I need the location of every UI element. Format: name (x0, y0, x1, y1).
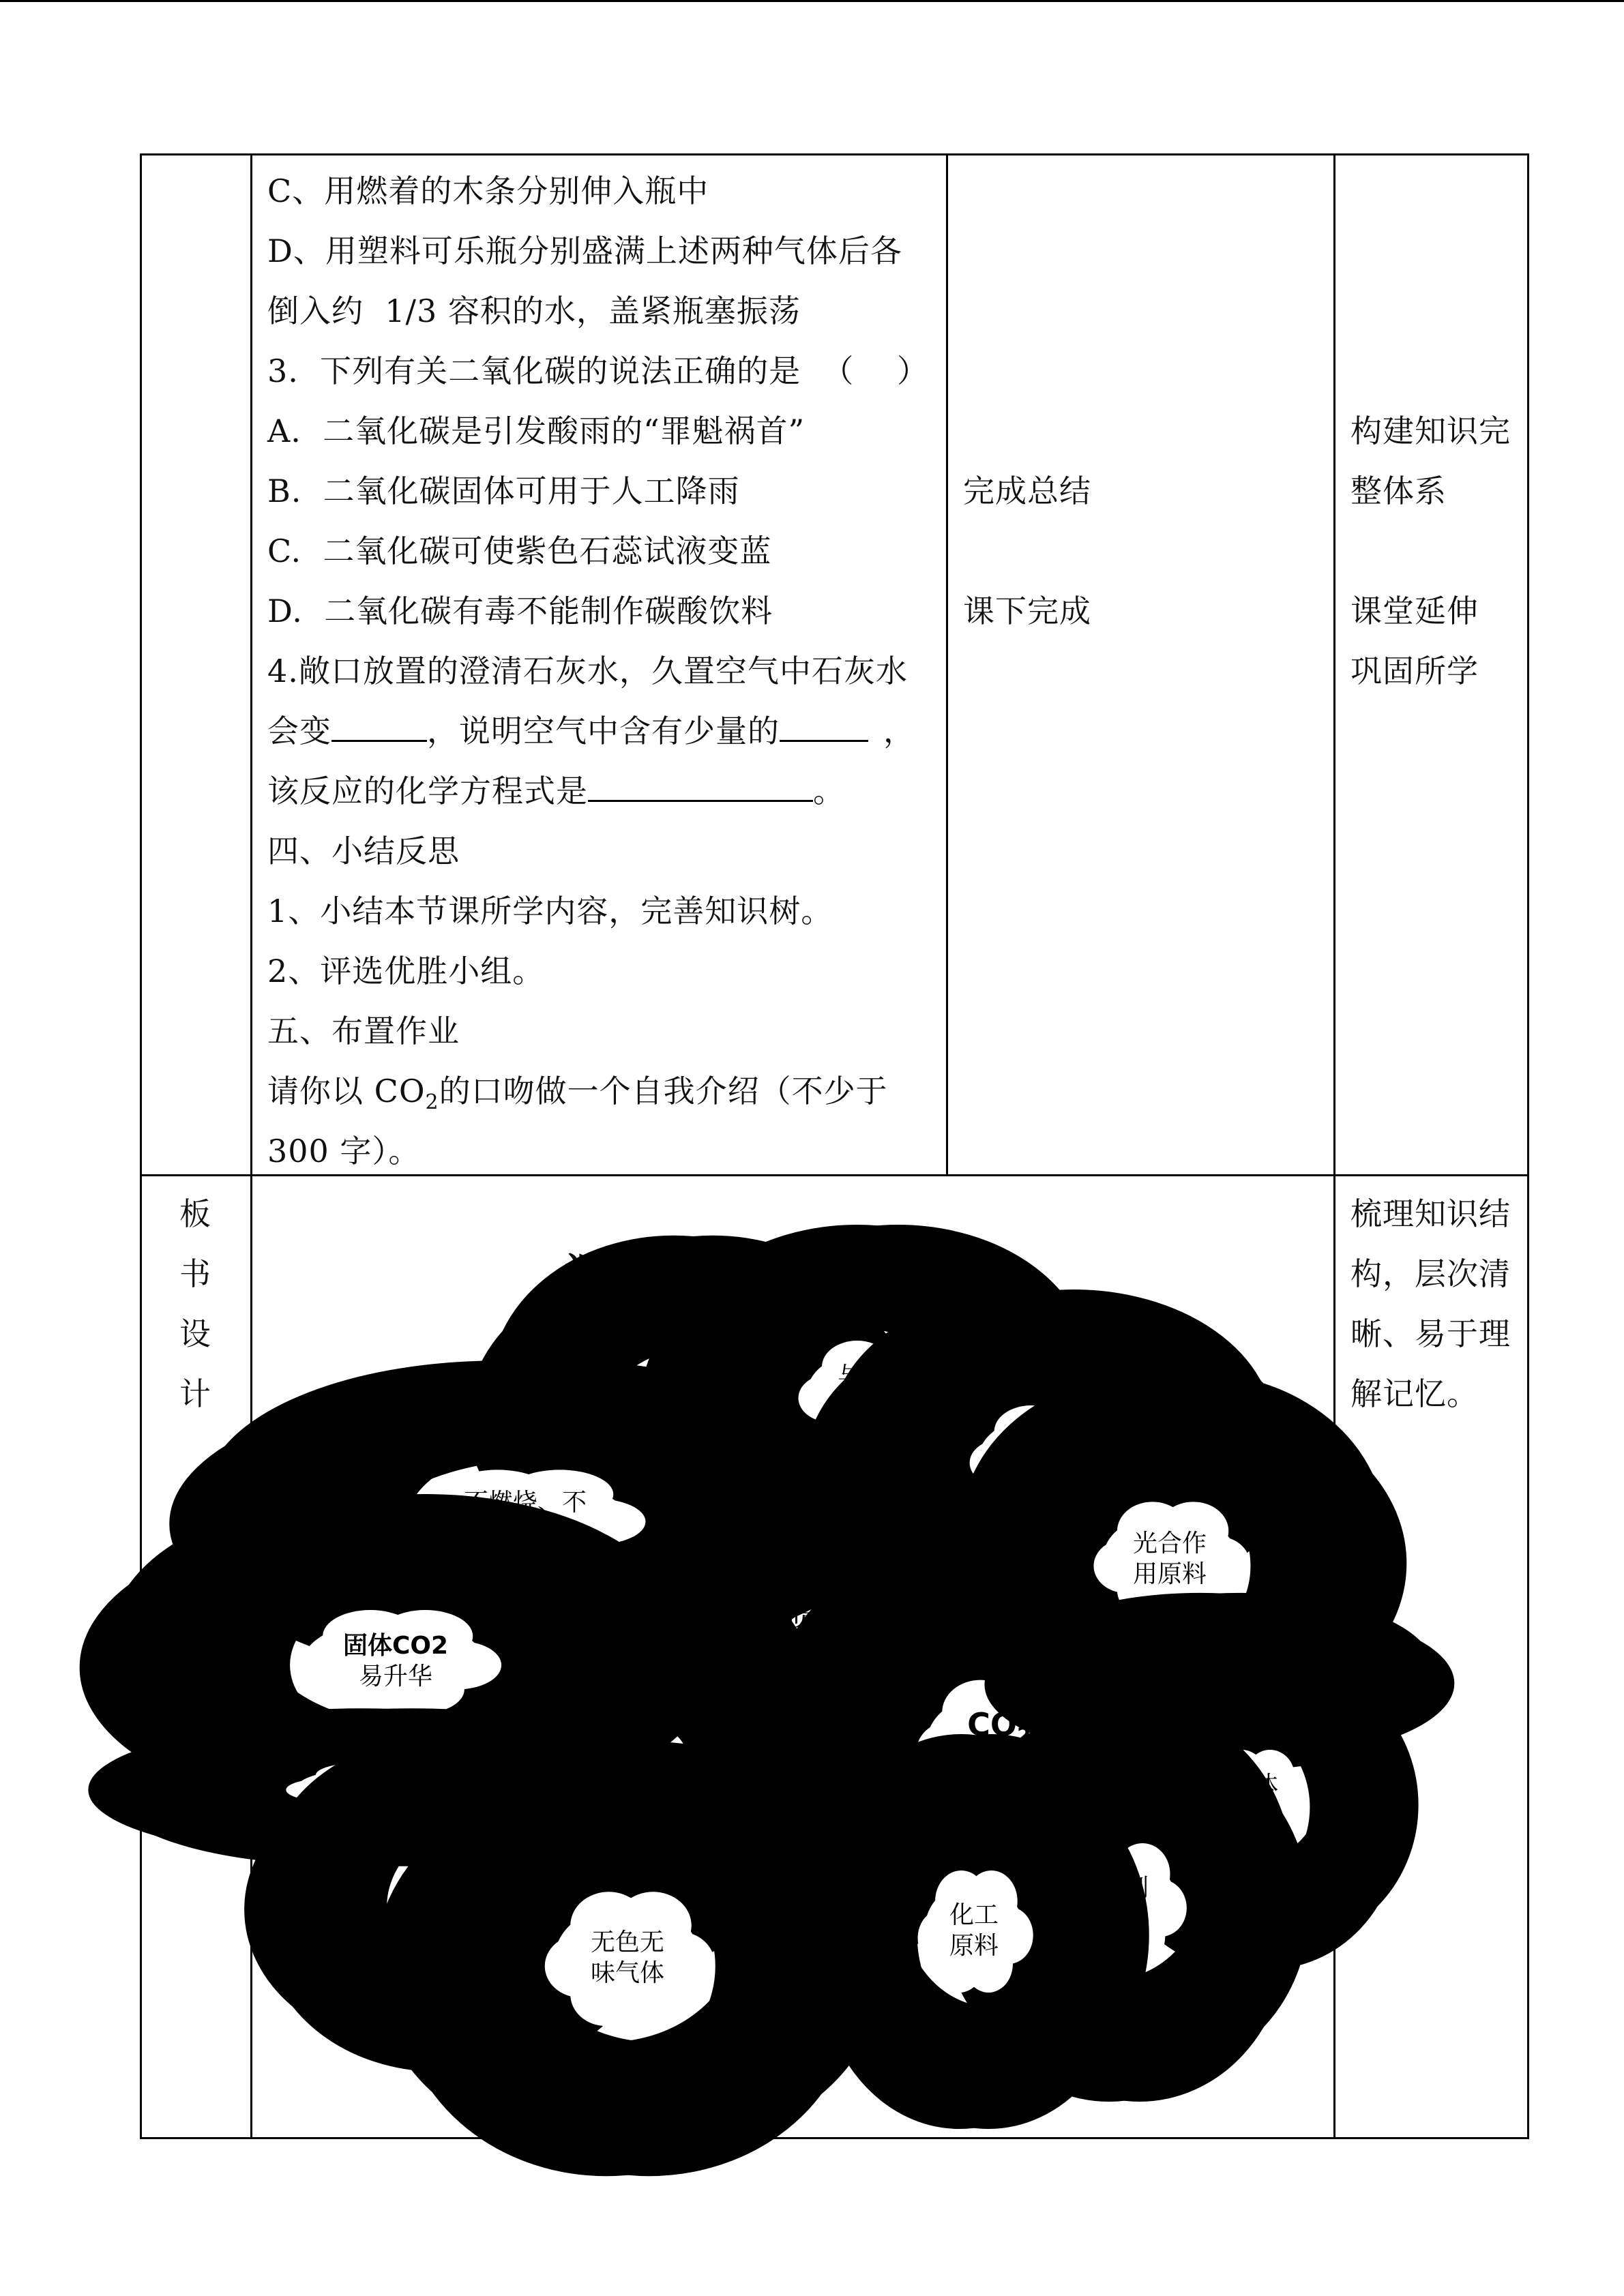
node-label-co: CO (967, 1706, 1017, 1743)
homework-text: 请你以 CO (267, 1073, 426, 1109)
exercise-line: 3. 下列有关二氧化碳的说法正确的是 （ ） (267, 353, 929, 389)
item-label: 肥料 (1228, 1802, 1279, 1830)
q4-text: ， (883, 713, 915, 749)
item-label: 灭火 (1192, 1668, 1243, 1696)
intent-text: 整体系 (1350, 473, 1447, 509)
summary-line: 四、小结反思 (267, 833, 460, 869)
homework-line: 300 字）。 (267, 1133, 421, 1169)
summary-line: 1、小结本节课所学内容，完善知识树。 (267, 893, 833, 929)
intent-text: 解记忆。 (1350, 1375, 1479, 1412)
item-label: 不供给 (1009, 1427, 1084, 1455)
intent-text: 晰、易于理 (1350, 1315, 1511, 1352)
summary-line: 2、评选优胜小组。 (267, 953, 545, 989)
exercise-line: B. 二氧化碳固体可用于人工降雨 (267, 473, 740, 509)
item-label: 水反应 (837, 1393, 912, 1421)
item-label: 反应 (665, 1414, 715, 1442)
exercise-line: D、用塑料可乐瓶分别盛满上述两种气体后各 (267, 233, 902, 269)
homework-text: 的口吻做一个自我介绍（不少于 (439, 1073, 888, 1109)
item-label: 固体CO2 (342, 1632, 449, 1660)
exercise-line: D. 二氧化碳有毒不能制作碳酸饮料 (267, 593, 773, 629)
node-label: 性质 (569, 1761, 632, 1798)
item-label: 与石灰 (837, 1362, 912, 1390)
q4-text: 该反应的化学方程式是 (267, 773, 588, 809)
item-label: 光合作 (1132, 1530, 1207, 1557)
item-label: 无色无 (590, 1928, 665, 1956)
q4-text: 会变 (267, 713, 331, 749)
exercise-line: A. 二氧化碳是引发酸雨的“罪魁祸首” (267, 413, 806, 449)
label-char: 设 (179, 1315, 211, 1352)
trunk-char: 氧 (803, 1873, 854, 1932)
trunk-char: 化 (803, 1926, 854, 1984)
label-char: 计 (179, 1375, 211, 1412)
item-label: 能溶于水 (332, 1774, 432, 1802)
item-label: 冷剂 (1099, 1905, 1149, 1933)
item-label: 呼吸 (1022, 1458, 1072, 1486)
intent-text: 巩固所学 (1350, 653, 1479, 689)
node-label: 化学 (754, 1556, 817, 1593)
intent-text: 构，层次清 (1350, 1255, 1511, 1292)
exercise-line: C、用燃着的木条分别伸入瓶中 (267, 173, 709, 209)
label-char: 书 (179, 1255, 211, 1292)
summary-line: 五、布置作业 (267, 1013, 460, 1049)
item-label: 原料 (949, 1932, 999, 1960)
item-label: 不燃烧、不 (463, 1489, 587, 1517)
item-label: 易升华 (358, 1663, 433, 1690)
item-label: 味气体 (590, 1959, 665, 1987)
item-label: 密度比 (419, 1874, 494, 1902)
homework-subscript: 2 (425, 1090, 439, 1115)
item-label: 支持燃烧 (475, 1519, 575, 1547)
node-label: 性质 (754, 1597, 817, 1634)
exercise-line: C. 二氧化碳可使紫色石蕊试液变蓝 (267, 533, 772, 569)
trunk-label (803, 1821, 854, 2037)
label-char: 板 (179, 1195, 211, 1232)
item-label: 作制 (1099, 1874, 1149, 1902)
item-label: 用原料 (1132, 1560, 1207, 1588)
intent-text: 构建知识完 (1350, 413, 1511, 449)
student-activity-after-class: 课下完成 (963, 593, 1091, 629)
intent-text: 课堂延伸 (1350, 593, 1479, 629)
exercise-line: 4.敞口放置的澄清石灰水，久置空气中石灰水 (267, 653, 908, 689)
trunk-char: 二 (803, 1821, 854, 1879)
item-label: 空气大 (419, 1905, 494, 1933)
item-label: 与水 (665, 1383, 715, 1411)
exercise-line: 倒入约 1/3 容积的水，盖紧瓶塞振荡 (267, 293, 801, 329)
node-label: 物理 (569, 1720, 632, 1757)
student-activity-summary: 完成总结 (963, 473, 1091, 509)
node-label: 用途 (964, 1747, 1027, 1784)
item-label: 化工 (949, 1901, 999, 1929)
q4-text: ，说明空气中含有少量的 (427, 713, 780, 749)
q4-text: 。 (813, 773, 845, 809)
node-label-sub: 2 (1017, 1724, 1031, 1748)
intent-text: 梳理知识结 (1350, 1195, 1511, 1232)
trunk-char: 碳 (803, 1978, 854, 2037)
item-label: 气体 (1228, 1772, 1279, 1800)
